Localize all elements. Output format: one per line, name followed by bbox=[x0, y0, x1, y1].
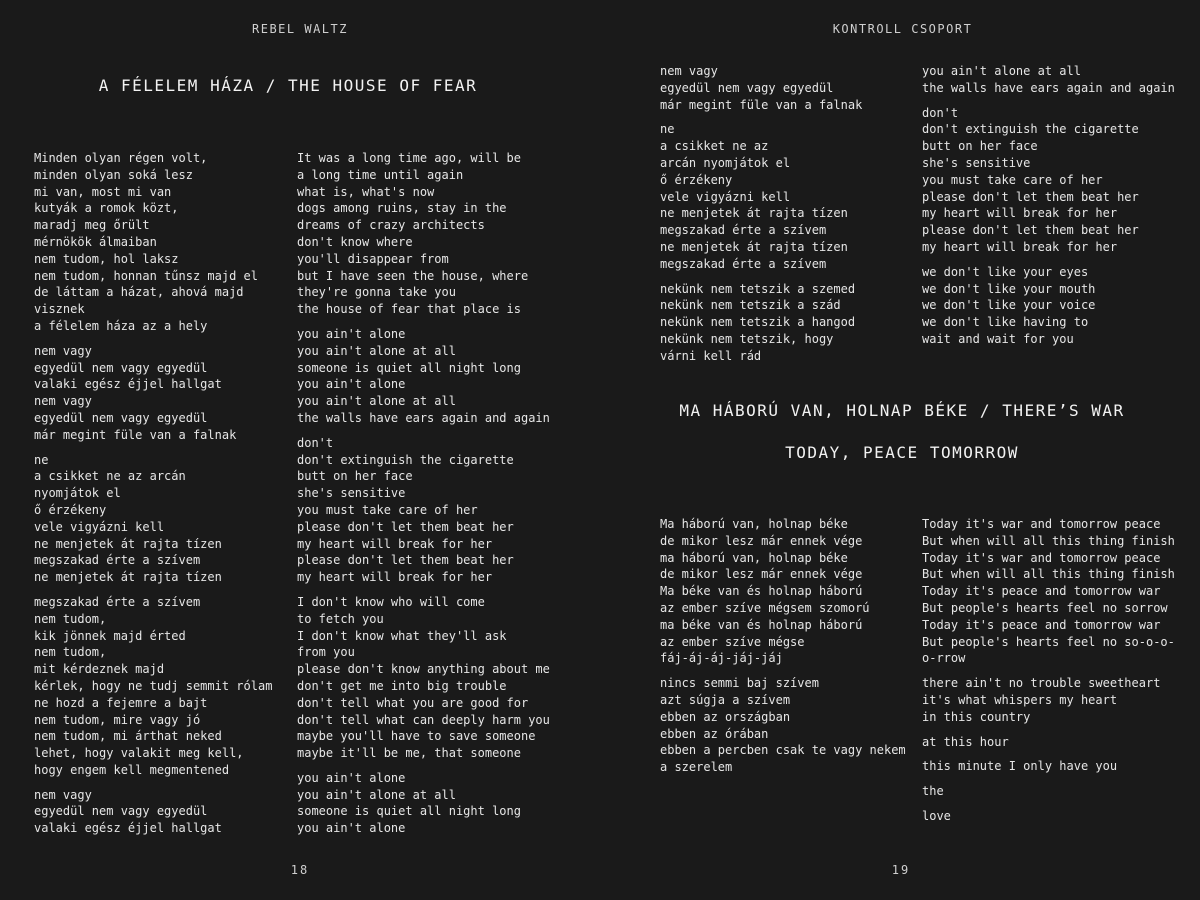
lyric-line: várni kell rád bbox=[660, 348, 762, 363]
lyric-line: this minute I only have you bbox=[922, 759, 1118, 774]
lyric-line: vele vigyázni kell bbox=[34, 519, 165, 534]
lyric-line: please don't let them beat her bbox=[922, 223, 1139, 238]
lyric-line: megszakad érte a szívem bbox=[34, 594, 201, 609]
lyric-line: de mikor lesz már ennek vége bbox=[660, 533, 863, 548]
lyric-line: my heart will break for her bbox=[297, 536, 493, 551]
lyric-line: I don't know who will come bbox=[297, 594, 485, 609]
stanza bbox=[34, 150, 272, 335]
lyric-line: ebben az országban bbox=[660, 709, 791, 724]
lyric-line: Ma béke van és holnap háború bbox=[660, 584, 863, 599]
lyric-line: Today it's peace and tomorrow war bbox=[922, 617, 1161, 632]
lyric-line: the walls have ears again and again bbox=[922, 80, 1175, 95]
lyric-line: nem vagy bbox=[34, 394, 92, 409]
lyric-line: ebben a percben csak te vagy nekem bbox=[660, 743, 906, 758]
lyric-line: a csikket ne az bbox=[660, 139, 769, 154]
lyric-line: you ain't alone at all bbox=[922, 64, 1081, 78]
lyric-line: hogy engem kell megmentened bbox=[34, 762, 230, 777]
lyric-line: egyedül nem vagy egyedül bbox=[34, 804, 208, 819]
running-head-right: KONTROLL CSOPORT bbox=[832, 22, 973, 36]
lyric-line: nem tudom, bbox=[34, 645, 107, 660]
lyric-line: valaki egész éjjel hallgat bbox=[34, 821, 222, 836]
stanza bbox=[297, 770, 550, 837]
stanza bbox=[297, 435, 550, 586]
lyric-line: kutyák a romok közt, bbox=[34, 201, 179, 216]
lyric-line: what is, what's now bbox=[297, 184, 435, 199]
lyric-line: ne menjetek át rajta tízen bbox=[660, 239, 848, 254]
stanza bbox=[297, 594, 550, 762]
lyric-line: nem vagy bbox=[660, 64, 718, 78]
continued-lyrics-english-column bbox=[922, 63, 1175, 356]
stanza bbox=[660, 516, 906, 667]
lyric-line: don't bbox=[922, 105, 959, 120]
lyric-line: megszakad érte a szívem bbox=[34, 553, 201, 568]
lyric-line: they're gonna take you bbox=[297, 285, 456, 300]
lyric-line: wait and wait for you bbox=[922, 331, 1074, 346]
lyric-line: minden olyan soká lesz bbox=[34, 167, 193, 182]
lyric-line: don't bbox=[297, 435, 334, 450]
lyric-line: there ain't no trouble sweetheart bbox=[922, 676, 1161, 691]
lyric-line: egyedül nem vagy egyedül bbox=[34, 360, 208, 375]
lyric-line: de láttam a házat, ahová majd bbox=[34, 285, 244, 300]
lyric-line: valaki egész éjjel hallgat bbox=[34, 377, 222, 392]
lyric-line: kérlek, hogy ne tudj semmit rólam bbox=[34, 678, 273, 693]
lyric-line: Today it's peace and tomorrow war bbox=[922, 584, 1161, 599]
running-head-left: REBEL WALTZ bbox=[252, 22, 348, 36]
lyric-line: nekünk nem tetszik a szemed bbox=[660, 281, 856, 296]
lyric-line: But when will all this thing finish bbox=[922, 567, 1175, 582]
stanza bbox=[922, 63, 1175, 97]
lyric-line: my heart will break for her bbox=[922, 239, 1118, 254]
lyric-line: ma háború van, holnap béke bbox=[660, 550, 848, 565]
lyric-line: ne menjetek át rajta tízen bbox=[34, 536, 222, 551]
right-page bbox=[600, 0, 1200, 900]
lyric-line: az ember szíve mégse bbox=[660, 634, 805, 649]
lyric-line: we don't like your voice bbox=[922, 298, 1096, 313]
lyric-line: It was a long time ago, will be bbox=[297, 151, 521, 165]
lyric-line: nem tudom, honnan tűnsz majd el bbox=[34, 268, 258, 283]
stanza bbox=[660, 121, 862, 272]
lyric-line: o-rrow bbox=[922, 651, 966, 666]
lyric-line: a félelem háza az a hely bbox=[34, 318, 208, 333]
lyric-line: azt súgja a szívem bbox=[660, 692, 791, 707]
lyric-line: nem vagy bbox=[34, 343, 92, 358]
lyric-line: you ain't alone bbox=[297, 326, 406, 341]
lyric-line: ne menjetek át rajta tízen bbox=[660, 206, 848, 221]
lyric-line: ne menjetek át rajta tízen bbox=[34, 570, 222, 585]
lyric-line: nem vagy bbox=[34, 787, 92, 802]
lyric-line: we don't like having to bbox=[922, 315, 1089, 330]
lyric-line: it's what whispers my heart bbox=[922, 692, 1118, 707]
lyric-line: butt on her face bbox=[297, 469, 413, 484]
lyric-line: egyedül nem vagy egyedül bbox=[660, 80, 834, 95]
lyric-line: we don't like your mouth bbox=[922, 281, 1096, 296]
lyric-line: Minden olyan régen volt, bbox=[34, 151, 208, 165]
stanza bbox=[922, 783, 1175, 800]
lyric-line: ma béke van és holnap háború bbox=[660, 617, 863, 632]
lyric-line: nyomjátok el bbox=[34, 486, 121, 501]
lyric-line: But people's hearts feel no so-o-o- bbox=[922, 634, 1175, 649]
lyric-line: but I have seen the house, where bbox=[297, 268, 529, 283]
lyric-line: nekünk nem tetszik a hangod bbox=[660, 315, 856, 330]
lyric-line: please don't know anything about me bbox=[297, 662, 550, 677]
page-number-left: 18 bbox=[290, 863, 310, 877]
lyric-line: nekünk nem tetszik a szád bbox=[660, 298, 841, 313]
lyric-line: visznek bbox=[34, 302, 85, 317]
stanza bbox=[34, 343, 272, 444]
lyric-line: ő érzékeny bbox=[660, 172, 733, 187]
lyric-line: love bbox=[922, 808, 951, 823]
lyric-line: you'll disappear from bbox=[297, 251, 449, 266]
lyric-line: mit kérdeznek majd bbox=[34, 662, 165, 677]
lyric-line: megszakad érte a szívem bbox=[660, 256, 827, 271]
lyric-line: Today it's war and tomorrow peace bbox=[922, 550, 1161, 565]
lyric-line: the walls have ears again and again bbox=[297, 410, 550, 425]
song-title-war-line-2: TODAY, PEACE TOMORROW bbox=[785, 443, 1019, 462]
war-lyrics-english-column bbox=[922, 516, 1175, 833]
lyric-line: nem tudom, bbox=[34, 611, 107, 626]
lyric-line: from you bbox=[297, 645, 355, 660]
lyric-line: at this hour bbox=[922, 734, 1009, 749]
stanza bbox=[922, 264, 1175, 348]
lyric-line: you ain't alone at all bbox=[297, 343, 456, 358]
stanza bbox=[922, 758, 1175, 775]
lyric-line: megszakad érte a szívem bbox=[660, 223, 827, 238]
stanza bbox=[297, 150, 550, 318]
lyric-line: don't know where bbox=[297, 234, 413, 249]
lyric-line: don't get me into big trouble bbox=[297, 678, 507, 693]
lyric-line: please don't let them beat her bbox=[922, 189, 1139, 204]
lyric-line: egyedül nem vagy egyedül bbox=[34, 410, 208, 425]
stanza bbox=[34, 594, 272, 779]
lyric-line: már megint füle van a falnak bbox=[34, 427, 237, 442]
lyric-line: fáj-áj-áj-jáj-jáj bbox=[660, 651, 783, 666]
lyric-line: you must take care of her bbox=[922, 172, 1103, 187]
lyric-line: don't extinguish the cigarette bbox=[297, 452, 514, 467]
stanza bbox=[660, 63, 862, 113]
lyric-line: dreams of crazy architects bbox=[297, 218, 485, 233]
lyric-line: nem tudom, mi árthat neked bbox=[34, 729, 222, 744]
lyric-line: my heart will break for her bbox=[922, 206, 1118, 221]
lyric-line: you ain't alone bbox=[297, 821, 406, 836]
lyric-line: But people's hearts feel no sorrow bbox=[922, 600, 1168, 615]
stanza bbox=[922, 105, 1175, 256]
lyric-line: the house of fear that place is bbox=[297, 302, 521, 317]
lyric-line: someone is quiet all night long bbox=[297, 804, 521, 819]
lyric-line: you ain't alone bbox=[297, 770, 406, 785]
stanza bbox=[660, 281, 862, 365]
lyrics-english-column bbox=[297, 150, 550, 845]
lyric-line: arcán nyomjátok el bbox=[660, 155, 791, 170]
lyric-line: már megint füle van a falnak bbox=[660, 97, 863, 112]
lyric-line: you ain't alone bbox=[297, 377, 406, 392]
lyric-line: lehet, hogy valakit meg kell, bbox=[34, 746, 244, 761]
stanza bbox=[922, 808, 1175, 825]
continued-lyrics-hungarian-column bbox=[660, 63, 862, 373]
lyric-line: butt on her face bbox=[922, 139, 1038, 154]
lyric-line: maybe it'll be me, that someone bbox=[297, 746, 521, 761]
lyric-line: she's sensitive bbox=[922, 155, 1031, 170]
lyric-line: the bbox=[922, 784, 944, 799]
lyric-line: a szerelem bbox=[660, 760, 733, 775]
lyric-line: I don't know what they'll ask bbox=[297, 628, 507, 643]
stanza bbox=[34, 787, 272, 837]
lyric-line: But when will all this thing finish bbox=[922, 533, 1175, 548]
lyric-line: she's sensitive bbox=[297, 486, 406, 501]
lyric-line: de mikor lesz már ennek vége bbox=[660, 567, 863, 582]
lyric-line: to fetch you bbox=[297, 611, 384, 626]
lyric-line: you must take care of her bbox=[297, 502, 478, 517]
lyric-line: ne hozd a fejemre a bajt bbox=[34, 695, 208, 710]
stanza bbox=[297, 326, 550, 427]
lyrics-hungarian-column bbox=[34, 150, 272, 845]
lyric-line: ne bbox=[34, 452, 49, 467]
lyric-line: please don't let them beat her bbox=[297, 553, 514, 568]
lyric-line: ebben az órában bbox=[660, 726, 769, 741]
lyric-line: nekünk nem tetszik, hogy bbox=[660, 331, 834, 346]
lyric-line: az ember szíve mégsem szomorú bbox=[660, 600, 870, 615]
lyric-line: mérnökök álmaiban bbox=[34, 234, 157, 249]
lyric-line: maybe you'll have to save someone bbox=[297, 729, 536, 744]
lyric-line: Today it's war and tomorrow peace bbox=[922, 517, 1161, 531]
lyric-line: in this country bbox=[922, 709, 1031, 724]
lyric-line: a long time until again bbox=[297, 167, 464, 182]
lyric-line: please don't let them beat her bbox=[297, 519, 514, 534]
song-title-war-line-1: MA HÁBORÚ VAN, HOLNAP BÉKE / THERE’S WAR bbox=[679, 401, 1125, 420]
lyric-line: a csikket ne az arcán bbox=[34, 469, 186, 484]
lyric-line: mi van, most mi van bbox=[34, 184, 172, 199]
lyric-line: Ma háború van, holnap béke bbox=[660, 517, 848, 531]
stanza bbox=[922, 516, 1175, 667]
lyric-line: nincs semmi baj szívem bbox=[660, 676, 819, 691]
page-number-right: 19 bbox=[891, 863, 911, 877]
lyric-line: don't extinguish the cigarette bbox=[922, 122, 1139, 137]
war-lyrics-hungarian-column bbox=[660, 516, 906, 784]
lyric-line: you ain't alone at all bbox=[297, 787, 456, 802]
lyric-line: kik jönnek majd érted bbox=[34, 628, 186, 643]
lyric-line: we don't like your eyes bbox=[922, 264, 1089, 279]
lyric-line: you ain't alone at all bbox=[297, 394, 456, 409]
lyric-line: someone is quiet all night long bbox=[297, 360, 521, 375]
lyric-line: vele vigyázni kell bbox=[660, 189, 791, 204]
lyric-line: maradj meg őrült bbox=[34, 218, 150, 233]
stanza bbox=[660, 675, 906, 776]
lyric-line: nem tudom, mire vagy jó bbox=[34, 712, 201, 727]
lyric-line: don't tell what you are good for bbox=[297, 695, 529, 710]
song-title-house-of-fear: A FÉLELEM HÁZA / THE HOUSE OF FEAR bbox=[98, 76, 478, 95]
stanza bbox=[922, 675, 1175, 725]
lyric-line: nem tudom, hol laksz bbox=[34, 251, 179, 266]
lyric-line: my heart will break for her bbox=[297, 570, 493, 585]
lyric-line: don't tell what can deeply harm you bbox=[297, 712, 550, 727]
lyric-line: ő érzékeny bbox=[34, 502, 107, 517]
lyric-line: ne bbox=[660, 122, 675, 137]
stanza bbox=[34, 452, 272, 586]
lyric-line: dogs among ruins, stay in the bbox=[297, 201, 507, 216]
stanza bbox=[922, 734, 1175, 751]
